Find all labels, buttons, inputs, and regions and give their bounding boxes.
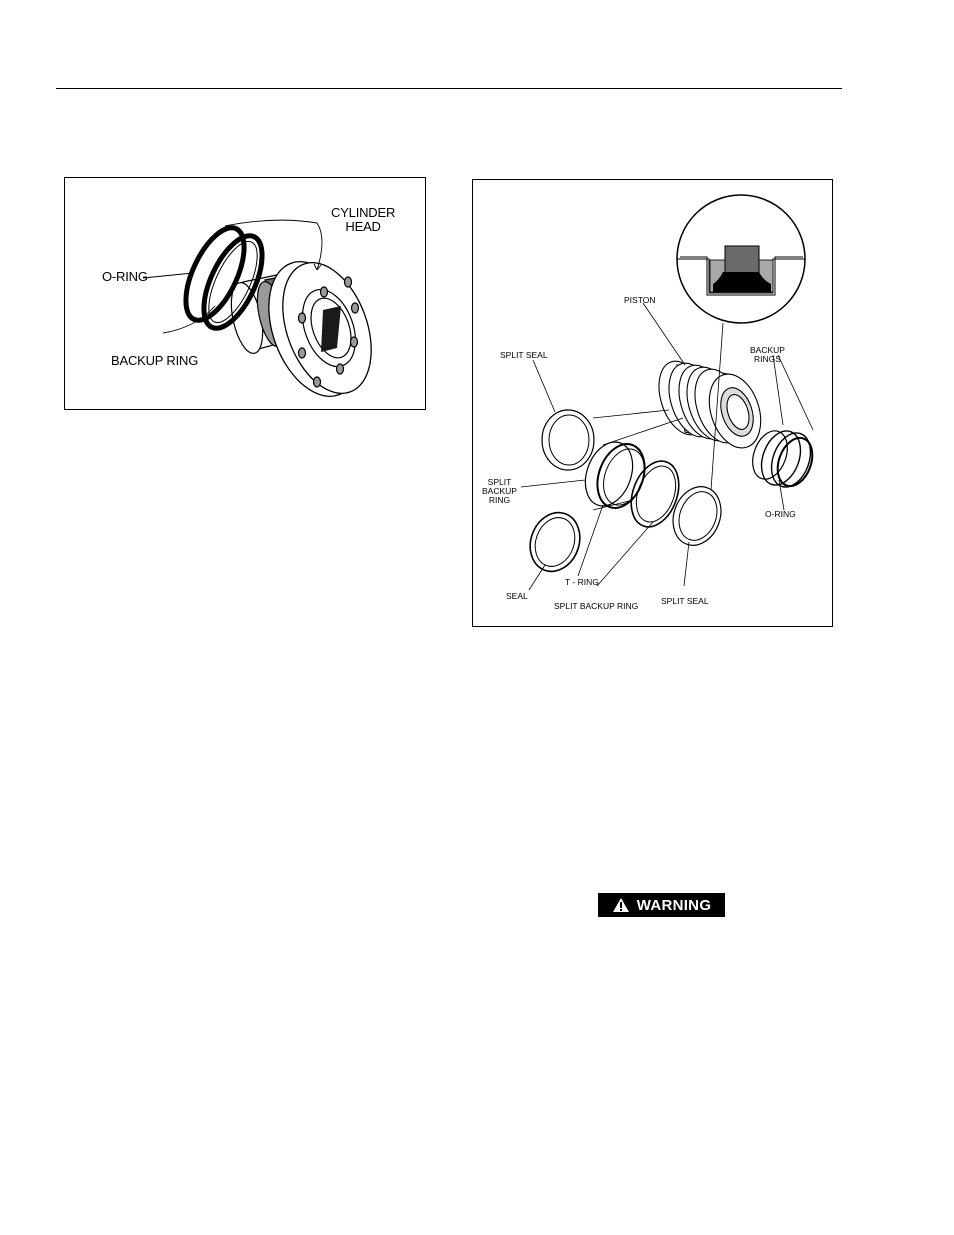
warning-badge [598,893,725,917]
piston-body [650,355,769,454]
t-ring-label: T - RING [565,577,599,587]
backup-rings-label-line1: BACKUP [750,345,785,355]
o-ring-right-shape [771,433,818,491]
cylinder-head-label-line1: CYLINDER [331,205,396,220]
warning-triangle-icon [612,897,630,913]
split-backup-ring-label-line3: RING [488,494,511,505]
split-backup-ring-bottom-label: SPLIT BACKUP RING [554,601,639,611]
split-seal-top-shape [542,410,594,470]
split-seal-top-label: SPLIT SEAL [500,350,548,360]
cylinder-head-figure [64,177,426,410]
cylinder-head-label-line2: HEAD [345,218,381,234]
split-seal-bottom-shape [665,480,729,552]
piston-illustration [473,180,832,626]
cylinder-head-label [331,206,395,233]
cylinder-head-body [226,249,388,409]
piston-label: PISTON [624,295,656,305]
split-backup-ring-label [482,478,517,505]
split-backup-ring-label-line2: BACKUP [482,485,517,496]
seal-label: SEAL [506,591,528,601]
split-backup-ring-label-line1: SPLIT [487,477,512,487]
o-ring-right-label: O-RING [765,509,796,519]
seal-shape [522,506,588,579]
o-ring-label: O-RING [102,269,148,284]
seal-detail-inset [677,195,805,323]
backup-rings-label-line2: RINGS [754,353,781,364]
backup-rings-label [750,346,785,364]
piston-figure [472,179,833,627]
warning-label: WARNING [636,896,712,914]
split-seal-bottom-label: SPLIT SEAL [661,596,709,606]
header-rule [56,88,842,89]
backup-ring-label: BACKUP RING [111,353,199,368]
